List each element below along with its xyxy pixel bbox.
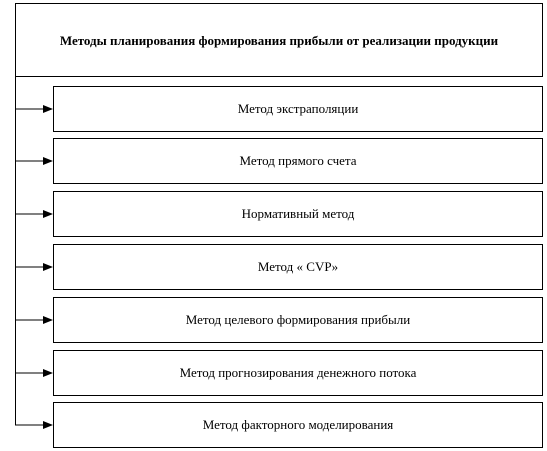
arrow-connector-3 xyxy=(15,209,55,219)
method-label-target-profit: Метод целевого формирования прибыли xyxy=(185,312,411,327)
method-box-normative xyxy=(53,191,543,237)
diagram-header-box xyxy=(15,3,543,77)
arrow-connector-7 xyxy=(15,420,55,430)
method-box-cvp xyxy=(53,244,543,290)
method-label-cvp: Метод « CVP» xyxy=(257,259,339,274)
arrow-connector-2 xyxy=(15,156,55,166)
method-label-direct-count: Метод прямого счета xyxy=(239,153,357,168)
method-label-extrapolation: Метод экстраполяции xyxy=(237,101,359,116)
method-box-factor-modeling xyxy=(53,402,543,448)
arrow-connector-5 xyxy=(15,315,55,325)
method-box-target-profit xyxy=(53,297,543,343)
method-box-direct-count xyxy=(53,138,543,184)
arrow-connector-6 xyxy=(15,368,55,378)
method-label-normative: Нормативный метод xyxy=(241,206,355,221)
diagram-title: Методы планирования формирования прибыли от реализации продукции xyxy=(59,32,499,48)
method-label-cash-flow: Метод прогнозирования денежного потока xyxy=(179,365,417,380)
arrow-connector-4 xyxy=(15,262,55,272)
arrow-connector-1 xyxy=(15,104,55,114)
method-box-cash-flow xyxy=(53,350,543,396)
method-label-factor-modeling: Метод факторного моделирования xyxy=(202,417,394,432)
method-box-extrapolation xyxy=(53,86,543,132)
